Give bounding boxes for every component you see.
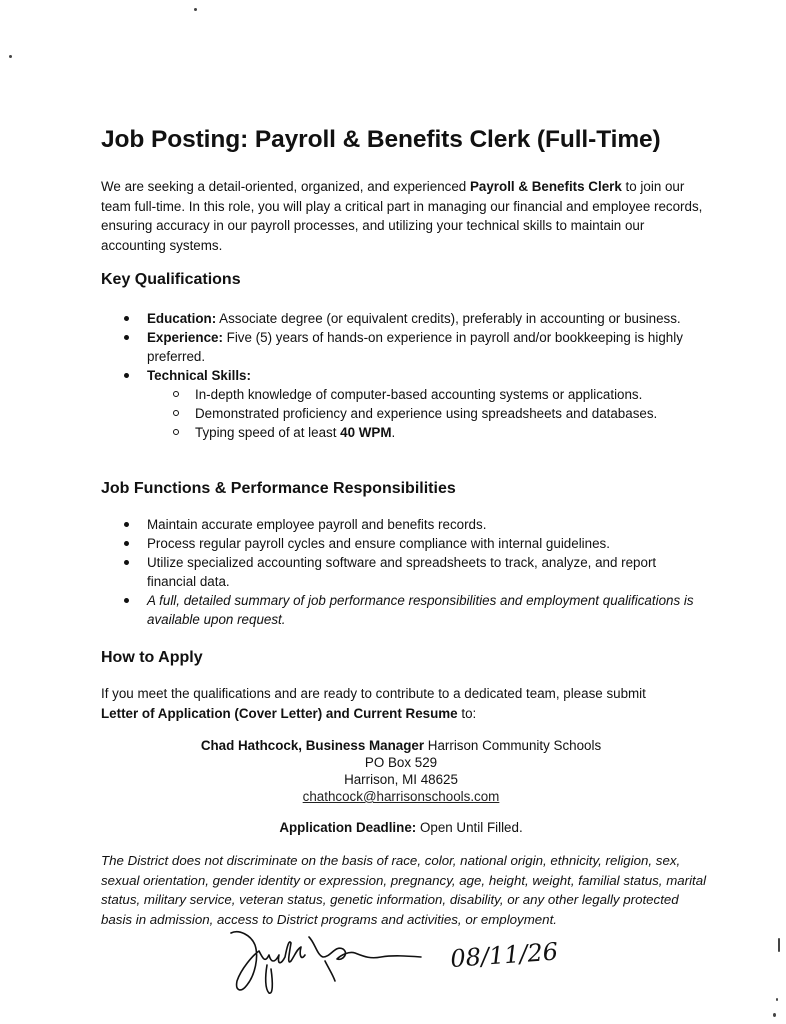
page-title: Job Posting: Payroll & Benefits Clerk (Full-Time) (101, 126, 661, 153)
qualification-item-experience (101, 328, 707, 366)
intro-text-start: We are seeking a detail-oriented, organized, and experienced (101, 179, 470, 194)
contact-name-title: Chad Hathcock, Business Manager (200, 738, 425, 753)
function-item: Process regular payroll cycles and ensure compliance with internal guidelines. (101, 534, 707, 553)
functions-heading: Job Functions & Performance Responsibilities (101, 480, 456, 497)
intro-role-name: Payroll & Benefits Clerk (469, 179, 622, 194)
qualification-text: Five (5) years of hands-on experience in payroll and/or bookkeeping is highly preferred. (147, 330, 683, 364)
scan-speck (776, 998, 778, 1001)
apply-documents: Letter of Application (Cover Letter) and Current Resume (101, 705, 458, 721)
scan-speck (9, 55, 12, 58)
qualifications-list (101, 309, 707, 442)
function-item: Utilize specialized accounting software and spreadsheets to track, analyze, and report financial data. (101, 553, 707, 591)
typing-speed-text: Typing speed of at least (195, 425, 341, 440)
qualification-label: Experience: (147, 330, 223, 345)
intro-text-end: to join our team full-time. In this role, you will play a critical part in managing our financial and employee records, ensuring accuracy in our payroll processes, and utilizing your technical skills to maintain our accounting systems. (101, 179, 703, 253)
function-item-summary-note: A full, detailed summary of job performance responsibilities and employment qualifications is available upon request. (101, 591, 707, 629)
signature-stroke (325, 961, 335, 981)
contact-city: Harrison, MI 48625 (344, 772, 458, 787)
contact-email-link[interactable]: chathcock@harrisonschools.com (302, 789, 500, 804)
how-to-apply-heading: How to Apply (101, 649, 203, 666)
qualifications-heading: Key Qualifications (101, 271, 241, 288)
signature-stroke (309, 937, 421, 959)
contact-address-block (101, 737, 701, 805)
contact-organization: Harrison Community Schools (424, 738, 602, 753)
apply-documents-suffix: to: (457, 705, 477, 721)
qualification-label: Technical Skills: (147, 368, 251, 383)
qualification-label: Education: (147, 311, 217, 326)
functions-list (101, 515, 707, 629)
scan-speck (773, 1013, 776, 1017)
qualification-item-education (101, 309, 707, 328)
deadline-value: Open Until Filled. (416, 820, 523, 835)
technical-skills-list (147, 385, 707, 442)
signature-date: 08/11/26 (449, 937, 559, 973)
signature-stroke (266, 965, 273, 993)
function-item: Maintain accurate employee payroll and benefits records. (101, 515, 707, 534)
nondiscrimination-statement: The District does not discriminate on the basis of race, color, national origin, ethnicity, religion, sex, sexual orientation, gender identity or expression, pregnancy, age, height, weight, familial status, marital status, military service, veteran status, genetic information, disability, or any other legally protected basis in admission, access to District programs and activities, or employment. (101, 853, 707, 927)
technical-skill-item: Demonstrated proficiency and experience using spreadsheets and databases. (147, 404, 707, 423)
typing-speed-value: 40 WPM (340, 425, 392, 440)
apply-paragraph (101, 684, 701, 723)
contact-name-line (101, 737, 701, 754)
scan-speck (778, 938, 780, 952)
contact-po-box: PO Box 529 (364, 755, 438, 770)
qualification-text: Associate degree (or equivalent credits), preferably in accounting or business. (216, 311, 681, 326)
deadline-label: Application Deadline: (279, 820, 417, 835)
application-deadline (101, 820, 701, 835)
signature-stroke (231, 932, 305, 990)
scan-speck (194, 8, 197, 11)
apply-text: If you meet the qualifications and are ready to contribute to a dedicated team, please submit (101, 686, 646, 701)
intro-paragraph (101, 177, 711, 255)
technical-skill-item (147, 423, 707, 442)
typing-speed-period: . (391, 425, 396, 440)
qualification-item-technical-skills (101, 366, 707, 442)
technical-skill-item: In-depth knowledge of computer-based accounting systems or applications. (147, 385, 707, 404)
handwritten-signature-and-date (225, 925, 565, 1005)
